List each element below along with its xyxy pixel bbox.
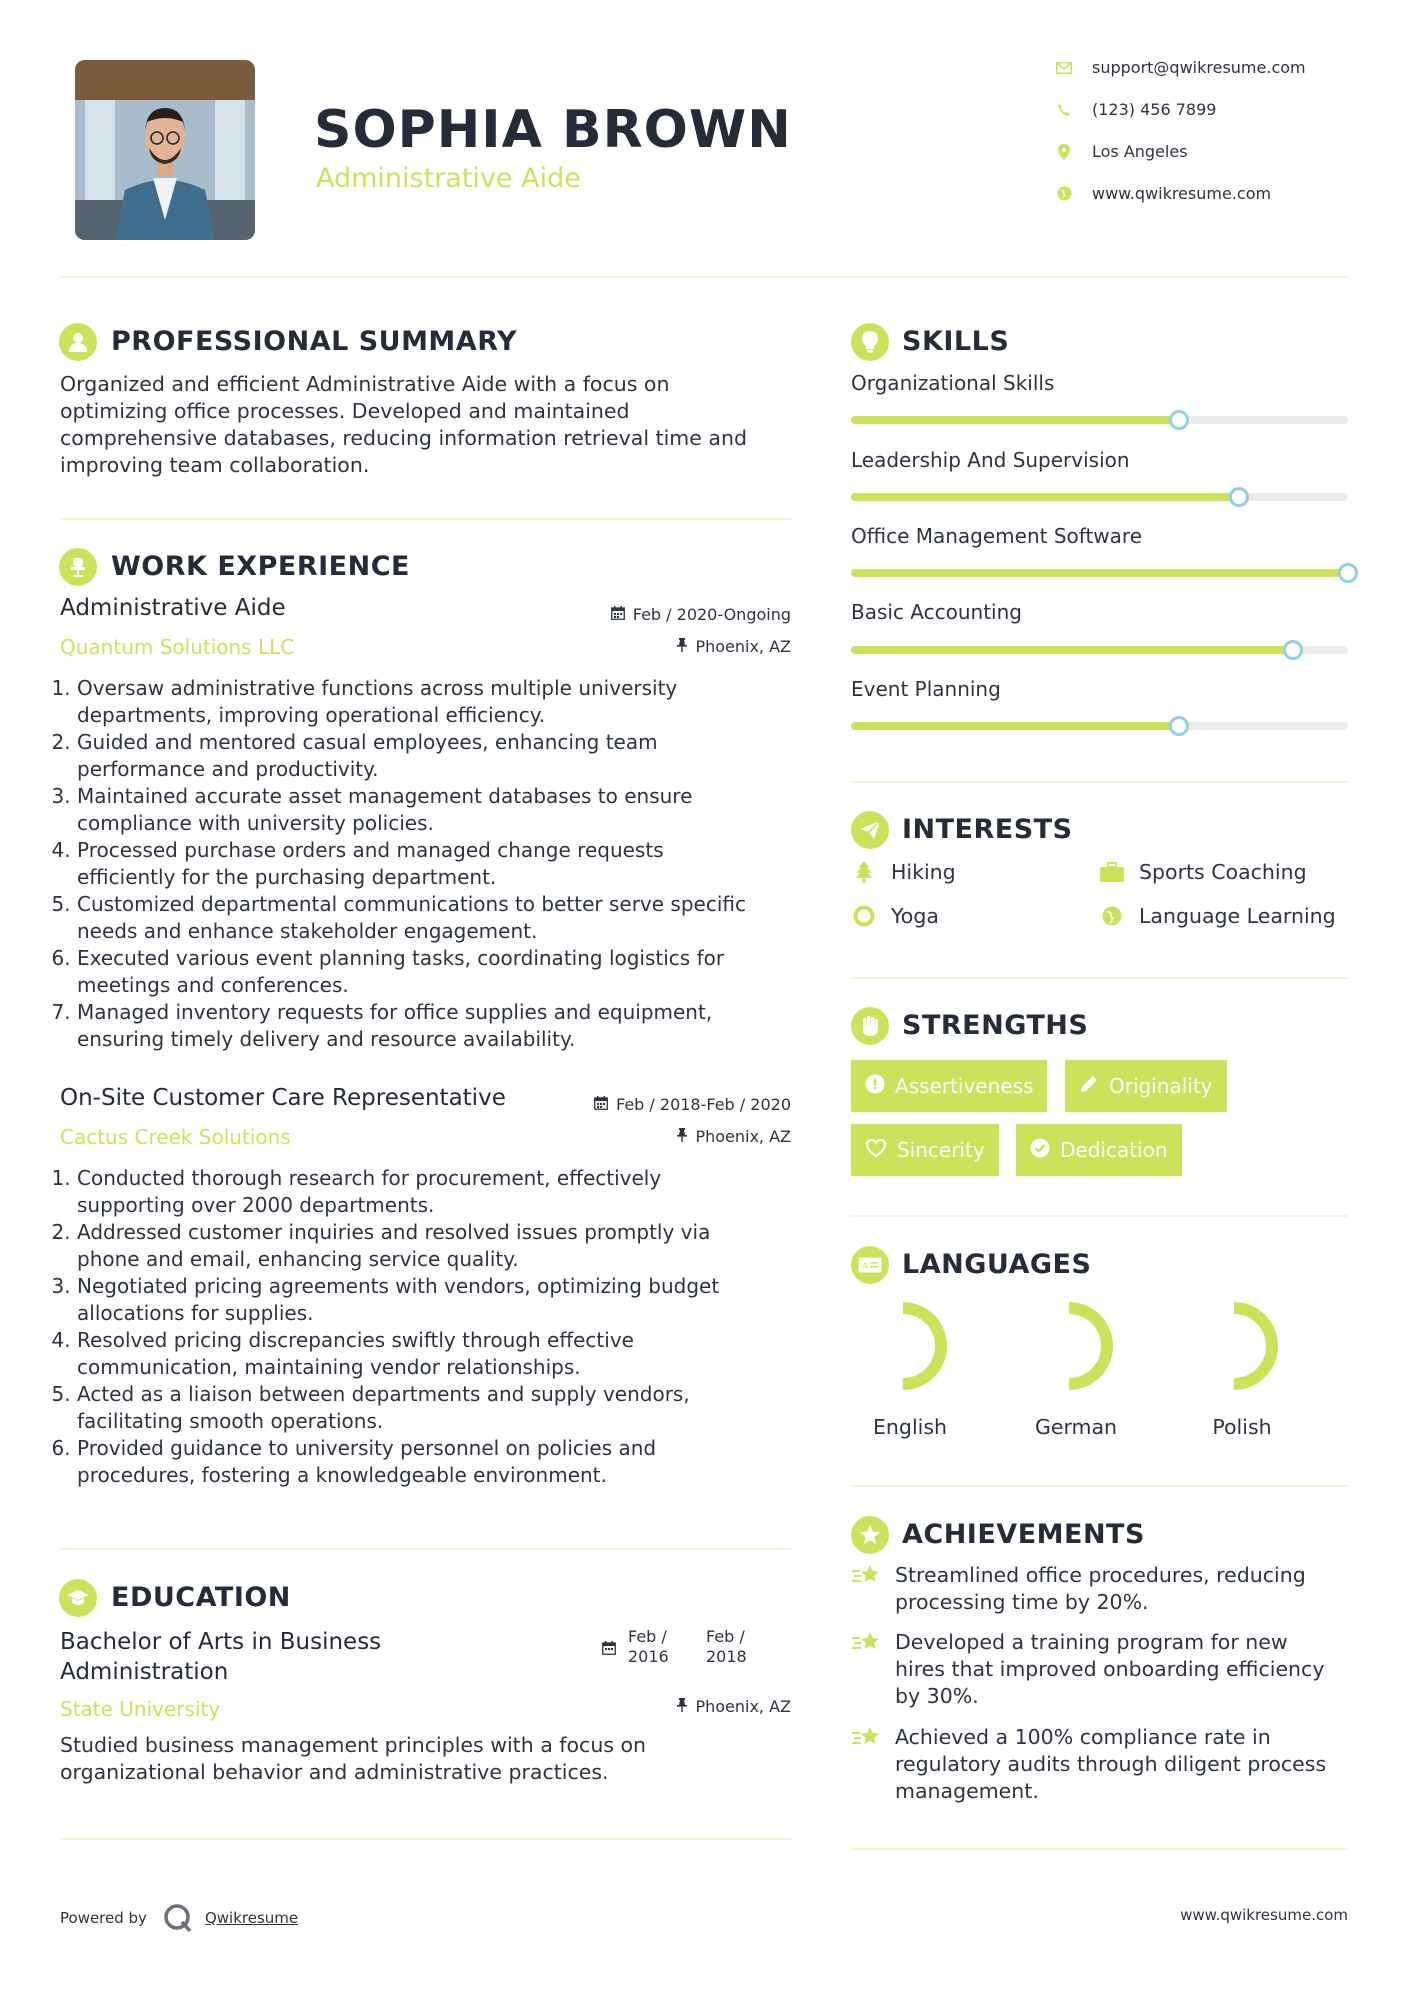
language-name: Polish	[1212, 1415, 1272, 1439]
interests-divider	[851, 977, 1348, 979]
summary-heading: PROFESSIONAL SUMMARY	[111, 326, 518, 357]
strength-tag: Sincerity	[851, 1124, 999, 1176]
job-date-text: Feb / 2018-Feb / 2020	[616, 1095, 791, 1114]
phone-text: (123) 456 7899	[1092, 100, 1217, 119]
language-name: German	[1034, 1415, 1118, 1439]
education-start-date: Feb / 2016	[628, 1627, 669, 1666]
person-illustration	[75, 60, 255, 240]
duty-item: 6. Provided guidance to university personnel on policies and procedures, fostering a knowledgeable environment.	[77, 1435, 797, 1489]
achievement-item: Streamlined office procedures, reducing processing time by 20%.	[851, 1562, 1351, 1616]
pushpin-icon	[677, 1697, 687, 1716]
experience-heading: WORK EXPERIENCE	[111, 551, 410, 582]
duty-item: 2. Guided and mentored casual employees, enhancing team performance and productivity.	[77, 729, 797, 783]
job-location	[677, 637, 791, 656]
skills-divider	[851, 781, 1348, 783]
calendar-icon	[602, 1640, 616, 1659]
summary-line: optimizing office processes. Developed and maintained	[60, 399, 630, 423]
education-location-text: Phoenix, AZ	[695, 1697, 791, 1716]
summary-line: improving team collaboration.	[60, 453, 370, 477]
candidate-name: SOPHIA BROWN	[314, 100, 792, 160]
globe-icon	[1099, 906, 1125, 926]
skill-bar-fill	[851, 722, 1179, 730]
education-end-date: Feb / 2018	[706, 1627, 747, 1666]
duty-item: 2. Addressed customer inquiries and resolved issues promptly via phone and email, enhancing service quality.	[77, 1219, 797, 1273]
lightbulb-icon	[851, 323, 889, 361]
job-location-text: Phoenix, AZ	[695, 637, 791, 656]
achievements-heading: ACHIEVEMENTS	[902, 1519, 1145, 1550]
achievements-divider	[851, 1848, 1348, 1850]
duty-item: 4. Resolved pricing discrepancies swiftly through effective communication, maintaining vendor relationships.	[77, 1327, 797, 1381]
duty-item: 3. Maintained accurate asset management databases to ensure compliance with university policies.	[77, 783, 797, 837]
duty-item: 7. Managed inventory requests for office supplies and equipment, ensuring timely delivery and resource availability.	[77, 999, 797, 1053]
contact-email[interactable]	[1052, 58, 1306, 77]
graduation-cap-icon	[59, 1579, 97, 1617]
strengths-heading: STRENGTHS	[902, 1010, 1089, 1041]
languages-heading: LANGUAGES	[902, 1249, 1092, 1280]
interest-item: Yoga	[851, 904, 939, 928]
education-divider	[60, 1838, 791, 1840]
skill-bar-knob	[1169, 410, 1189, 430]
summary-text	[60, 371, 800, 479]
skill-bar	[851, 416, 1348, 424]
job-duties	[57, 675, 797, 1053]
achievement-item: Achieved a 100% compliance rate in regulatory audits through diligent process management.	[851, 1724, 1351, 1805]
strengths-divider	[851, 1215, 1348, 1217]
shooting-star-icon	[851, 1724, 895, 1805]
skills-heading: SKILLS	[902, 326, 1010, 357]
skill-bar-fill	[851, 493, 1239, 501]
interest-item: Language Learning	[1099, 904, 1336, 928]
shooting-star-icon	[851, 1629, 895, 1710]
interest-item: Sports Coaching	[1099, 860, 1307, 884]
map-pin-icon	[1052, 144, 1076, 160]
language-ring	[857, 1300, 949, 1392]
duty-item: 6. Executed various event planning tasks, coordinating logistics for meetings and conferences.	[77, 945, 797, 999]
contact-website[interactable]	[1052, 184, 1271, 203]
strength-tag: Dedication	[1016, 1124, 1182, 1176]
job-duties	[57, 1165, 797, 1489]
skill-bar	[851, 722, 1348, 730]
paper-plane-icon	[851, 811, 889, 849]
powered-by-label: Powered by	[60, 1909, 147, 1927]
candidate-title: Administrative Aide	[316, 163, 581, 194]
pushpin-icon	[677, 637, 687, 656]
calendar-icon	[611, 605, 625, 624]
heart-icon	[865, 1138, 887, 1163]
language-ring	[1023, 1300, 1115, 1392]
fist-icon	[851, 1007, 889, 1045]
job-location	[677, 1127, 791, 1146]
skill-bar-fill	[851, 416, 1179, 424]
skill-bar-fill	[851, 569, 1348, 577]
company-name: Quantum Solutions LLC	[60, 635, 295, 659]
skill-bar	[851, 569, 1348, 577]
company-name: Cactus Creek Solutions	[60, 1125, 291, 1149]
skill-bar-knob	[1169, 716, 1189, 736]
shooting-star-icon	[851, 1562, 895, 1616]
summary-line: Organized and efficient Administrative Aide with a focus on	[60, 372, 670, 396]
duty-item: 1. Oversaw administrative functions across multiple university departments, improving operational efficiency.	[77, 675, 797, 729]
briefcase-icon	[1099, 862, 1125, 882]
experience-divider	[60, 1548, 791, 1550]
strength-tag: Assertiveness	[851, 1060, 1047, 1112]
header-divider	[60, 276, 1348, 278]
skill-bar	[851, 646, 1348, 654]
job-date	[611, 605, 791, 624]
skill-name: Event Planning	[851, 677, 1001, 701]
star-badge-icon	[851, 1516, 889, 1554]
envelope-icon	[1052, 62, 1076, 74]
duty-item: 1. Conducted thorough research for procurement, effectively supporting over 2000 departments.	[77, 1165, 797, 1219]
education-heading: EDUCATION	[111, 1582, 291, 1613]
svg-text:A: A	[862, 1262, 869, 1272]
skill-name: Leadership And Supervision	[851, 448, 1130, 472]
interests-heading: INTERESTS	[902, 814, 1073, 845]
degree-title	[60, 1627, 381, 1687]
achievement-item: Developed a training program for new hires that improved onboarding efficiency by 30%.	[851, 1629, 1351, 1710]
job-date-text: Feb / 2020-Ongoing	[632, 605, 791, 624]
user-icon	[59, 323, 97, 361]
tree-icon	[851, 861, 877, 883]
location-text: Los Angeles	[1092, 142, 1188, 161]
interest-item: Hiking	[851, 860, 956, 884]
qwikresume-link[interactable]: Qwikresume	[204, 1909, 299, 1927]
language-ring	[1188, 1300, 1280, 1392]
footer-website[interactable]: www.qwikresume.com	[1180, 1906, 1348, 1924]
phone-icon	[1052, 103, 1076, 117]
education-location	[677, 1697, 791, 1716]
duty-item: 5. Acted as a liaison between departments and supply vendors, facilitating smooth operations.	[77, 1381, 797, 1435]
duty-item: 5. Customized departmental communications to better serve specific needs and enhance stakeholder engagement.	[77, 891, 797, 945]
contact-location	[1052, 142, 1188, 161]
degree-line: Administration	[60, 1659, 229, 1685]
job-title: Administrative Aide	[60, 595, 286, 621]
email-text: support@qwikresume.com	[1092, 58, 1306, 77]
skill-name: Office Management Software	[851, 524, 1143, 548]
contact-phone[interactable]	[1052, 100, 1216, 119]
summary-line: comprehensive databases, reducing information retrieval time and	[60, 426, 747, 450]
skill-bar-fill	[851, 646, 1293, 654]
footer-powered-by	[60, 1903, 298, 1933]
education-description: Studied business management principles with a focus on organizational behavior and administrative practices.	[60, 1733, 647, 1784]
duty-item: 3. Negotiated pricing agreements with vendors, optimizing budget allocations for supplies.	[77, 1273, 797, 1327]
qwikresume-logo-icon	[163, 1903, 193, 1933]
school-name: State University	[60, 1697, 221, 1721]
pushpin-icon	[677, 1127, 687, 1146]
language-icon	[851, 1246, 889, 1284]
languages-divider	[851, 1485, 1348, 1487]
language-name: English	[872, 1415, 948, 1439]
skill-bar-knob	[1338, 563, 1358, 583]
duty-item: 4. Processed purchase orders and managed change requests efficiently for the purchasing department.	[77, 837, 797, 891]
skill-bar-knob	[1283, 640, 1303, 660]
pencil-icon	[1079, 1074, 1099, 1099]
job-title: On-Site Customer Care Representative	[60, 1085, 506, 1111]
calendar-icon	[594, 1095, 608, 1114]
profile-photo	[75, 60, 255, 240]
lifebuoy-icon	[851, 905, 877, 927]
skill-bar-knob	[1229, 487, 1249, 507]
job-location-text: Phoenix, AZ	[695, 1127, 791, 1146]
skill-name: Basic Accounting	[851, 600, 1022, 624]
strength-tag: Originality	[1065, 1060, 1227, 1112]
exclamation-circle-icon	[865, 1074, 885, 1099]
summary-divider	[60, 518, 791, 520]
chair-icon	[59, 548, 97, 586]
degree-line: Bachelor of Arts in Business	[60, 1629, 382, 1655]
skill-name: Organizational Skills	[851, 371, 1055, 395]
globe-icon	[1052, 186, 1076, 201]
skill-bar	[851, 493, 1348, 501]
website-text: www.qwikresume.com	[1092, 184, 1272, 203]
check-circle-icon	[1030, 1138, 1050, 1163]
job-date	[594, 1095, 791, 1114]
